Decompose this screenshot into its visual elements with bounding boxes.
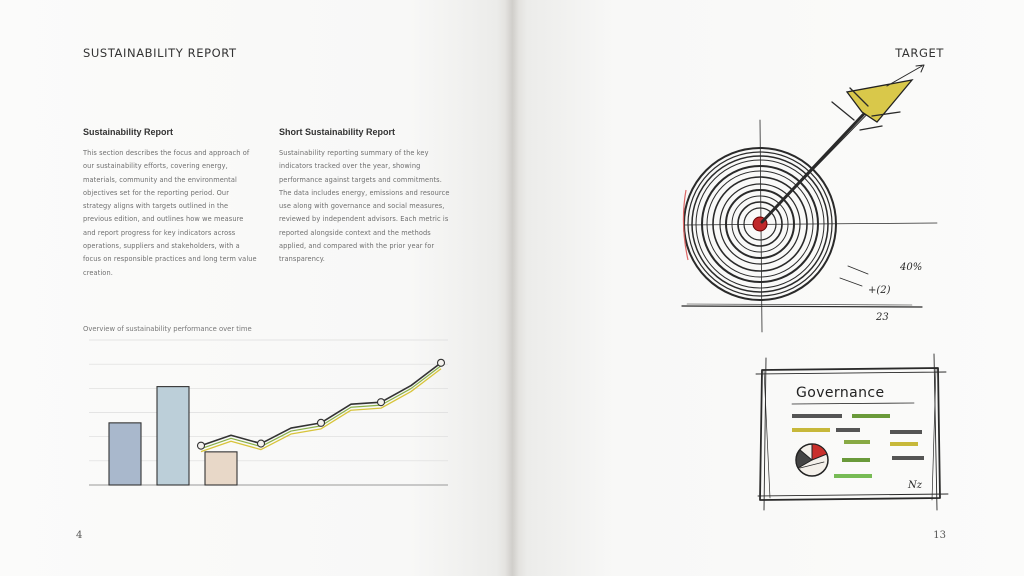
chart-line-accent-yellow: [201, 369, 441, 452]
column-1-heading: Sustainability Report: [83, 127, 174, 137]
column-2-heading: Short Sustainability Report: [279, 127, 396, 137]
right-page: [512, 0, 1024, 576]
governance-signature: Nz: [908, 480, 923, 491]
running-head-left: SUSTAINABILITY REPORT: [83, 46, 237, 60]
performance-chart: [83, 335, 448, 495]
target-rings: [683, 148, 836, 300]
chart-point: [318, 419, 325, 426]
target-annotation-3: 23: [876, 312, 889, 323]
pie-chart-icon: [796, 444, 828, 476]
column-1-body: This section describes the focus and approach of our sustainability efforts, covering energy, materials, community and the environmental objectives set for the reporting period. Our strategy aligns with targets outlined in the previous edition, and outlines how we measure and report progress for key indicators across operations, suppliers and stakeholders, with a focus on responsible practices and long term value creation.: [83, 149, 257, 277]
chart-bar-b: [157, 387, 189, 485]
target-annotation-1: 40%: [900, 262, 923, 273]
page-number-right: 13: [933, 530, 946, 541]
governance-title: Governance: [796, 385, 885, 401]
chart-bar-c: [205, 452, 237, 485]
text-column-2: [279, 127, 454, 267]
chart-bar-a: [109, 423, 141, 485]
column-2-body: Sustainability reporting summary of the key indicators tracked over the year, showing performance against targets and commitments. The data includes energy, emissions and resource use along with governance and social measures, reviewed by independent advisors. Each metric is reported alongside context and the methods applied, and compared with the prior year for transparency.: [279, 149, 450, 264]
page-number-left: 4: [76, 530, 83, 541]
chart-point: [258, 440, 265, 447]
chart-point: [198, 442, 205, 449]
target-sketch: [672, 60, 962, 335]
running-head-right: TARGET: [895, 46, 944, 60]
chart-caption: Overview of sustainability performance over time: [83, 325, 252, 333]
chart-point: [378, 399, 385, 406]
chart-point: [438, 359, 445, 366]
text-column-1: [83, 127, 258, 280]
governance-card: [752, 350, 952, 515]
book-gutter: [505, 0, 519, 576]
chart-line-series: [201, 363, 441, 446]
arrow-icon: [762, 65, 924, 222]
target-annotation-2: +(2): [868, 285, 891, 296]
